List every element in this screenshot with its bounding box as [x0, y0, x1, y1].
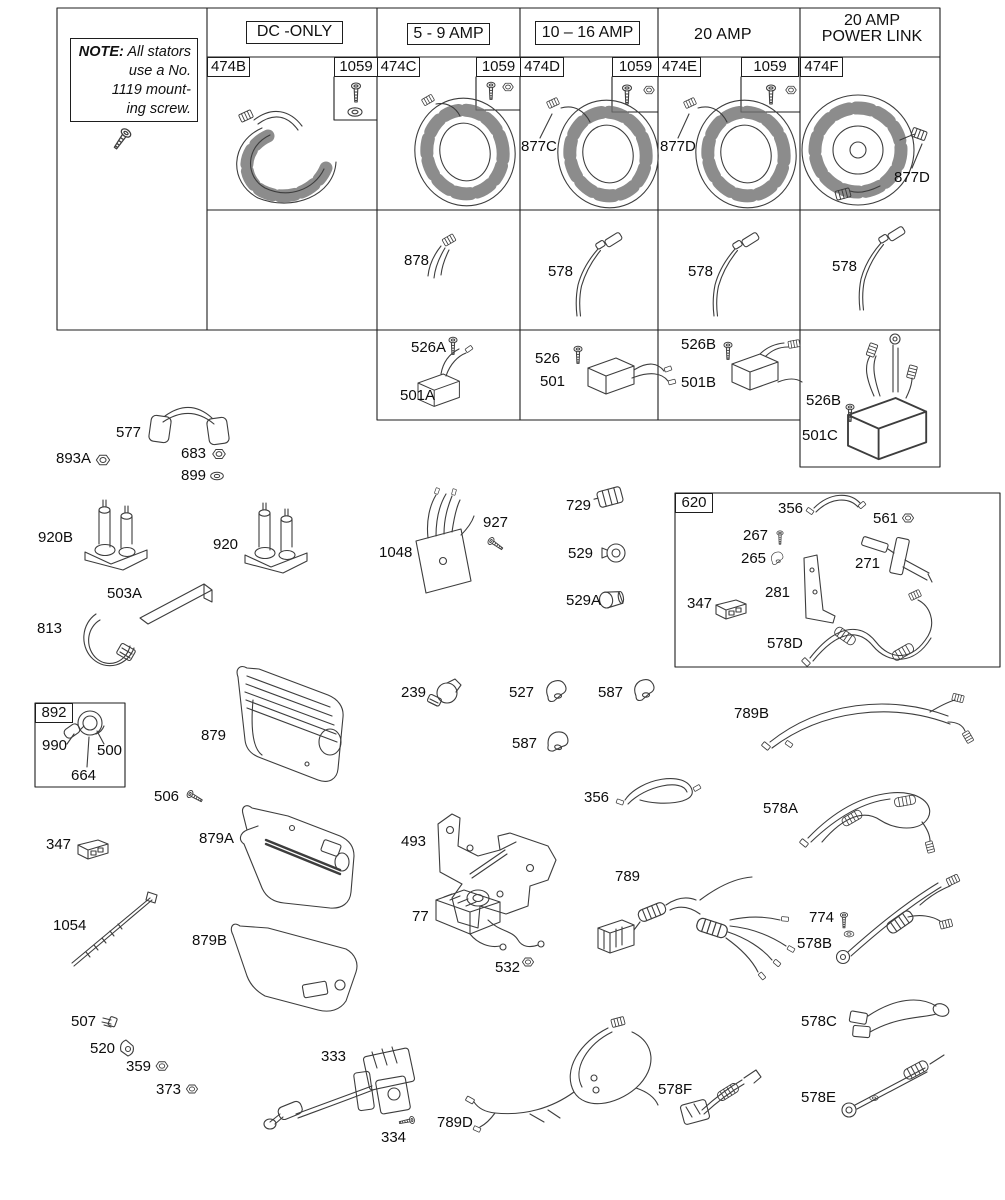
- part-label-501C: 501C: [802, 427, 838, 444]
- part-label-578D: 578D: [767, 635, 803, 652]
- part-label-474E: 474E: [658, 57, 701, 77]
- kit-620-box: [675, 493, 1000, 667]
- part-578C-harness-drawing: [849, 1000, 950, 1038]
- part-label-578-powerlink: 578: [832, 258, 858, 275]
- part-label-587-b: 587: [512, 735, 538, 752]
- part-label-664: 664: [71, 767, 97, 784]
- note-line-2: use a No.: [128, 62, 191, 79]
- part-347-left-switch-drawing: [78, 840, 108, 859]
- part-label-578-20: 578: [688, 263, 714, 280]
- part-label-877C: 877C: [521, 138, 557, 155]
- part-label-529: 529: [568, 545, 594, 562]
- part-label-578B: 578B: [797, 935, 833, 952]
- part-label-520: 520: [90, 1040, 116, 1057]
- part-927-screw-drawing: [487, 536, 505, 552]
- note-line-1: NOTE: All stators: [78, 44, 191, 60]
- part-label-1059-10-16: 1059: [612, 57, 659, 77]
- part-label-503A: 503A: [107, 585, 143, 602]
- part-label-333: 333: [321, 1048, 347, 1065]
- part-label-878: 878: [404, 252, 430, 269]
- part-label-879A: 879A: [199, 830, 235, 847]
- part-label-893A: 893A: [56, 450, 92, 467]
- part-578D-harness-drawing: [801, 589, 931, 666]
- part-578-wire-20-drawing: [713, 232, 760, 316]
- part-356-620-wire-drawing: [806, 495, 866, 514]
- part-529-grommet-drawing: [602, 544, 625, 562]
- part-683-nut-drawing: [213, 450, 226, 459]
- part-474D-stator-drawing: [540, 91, 668, 217]
- part-label-1059-20: 1059: [741, 57, 799, 77]
- part-474B-stator-drawing: [237, 110, 336, 203]
- part-578-wire-pl-drawing: [859, 226, 906, 310]
- part-label-507: 507: [71, 1013, 97, 1030]
- part-77-module-drawing: [436, 890, 544, 950]
- part-label-789D: 789D: [437, 1114, 473, 1131]
- part-label-578F: 578F: [658, 1081, 693, 1098]
- part-920-solenoid-drawing: [245, 503, 307, 573]
- part-label-774: 774: [809, 909, 835, 926]
- part-label-578A: 578A: [763, 800, 799, 817]
- part-1048-drawing: [416, 488, 474, 593]
- part-474E-stator-drawing: [678, 91, 806, 217]
- part-label-879: 879: [201, 727, 227, 744]
- part-899-nut-drawing: [211, 472, 224, 480]
- part-789-harness-drawing: [598, 877, 795, 980]
- part-label-356-mid: 356: [584, 789, 610, 806]
- note-line-4: ing screw.: [126, 100, 191, 117]
- column-header-20-amp-power-link: [810, 13, 934, 45]
- column-header-5-9-amp: 5 - 9 AMP: [407, 23, 490, 45]
- part-label-990: 990: [42, 737, 68, 754]
- column-header-10-16-amp: 10 – 16 AMP: [535, 21, 640, 45]
- part-label-1048: 1048: [379, 544, 413, 561]
- power-link-line-1: 20 AMP: [843, 12, 901, 29]
- part-label-271: 271: [855, 555, 881, 572]
- part-label-578E: 578E: [801, 1089, 837, 1106]
- power-link-line-2: POWER LINK: [821, 28, 923, 45]
- part-578A-harness-drawing: [799, 793, 934, 854]
- stator-note: [70, 38, 198, 122]
- part-label-474F: 474F: [800, 57, 843, 77]
- part-281-bracket-drawing: [804, 555, 835, 623]
- part-587-clip-a-drawing: [635, 680, 654, 701]
- part-334-screw-drawing: [399, 1116, 415, 1126]
- part-label-789: 789: [615, 868, 641, 885]
- part-label-877D-20amp: 877D: [660, 138, 696, 155]
- part-label-474D: 474D: [520, 57, 564, 77]
- part-507-clip-drawing: [102, 1016, 117, 1027]
- part-label-1054: 1054: [53, 917, 87, 934]
- part-561-nut-drawing: [902, 514, 913, 522]
- part-587-clip-b-drawing: [546, 729, 570, 754]
- part-577-drawing: [148, 407, 229, 445]
- part-label-1059-dc: 1059: [334, 57, 378, 77]
- part-label-267: 267: [743, 527, 769, 544]
- part-label-789B: 789B: [734, 705, 770, 722]
- part-578E-wire-drawing: [842, 1055, 944, 1117]
- part-label-899: 899: [181, 467, 207, 484]
- part-label-920: 920: [213, 536, 239, 553]
- part-529A-plug-drawing: [598, 589, 624, 609]
- kit-label-892: 892: [35, 703, 73, 723]
- part-label-500: 500: [97, 742, 123, 759]
- part-789B-harness-drawing: [761, 693, 973, 750]
- part-label-526: 526: [535, 350, 561, 367]
- part-893A-nut-drawing: [96, 455, 109, 465]
- part-label-526B-powerlink: 526B: [806, 392, 842, 409]
- part-356-mid-wire-drawing: [616, 779, 701, 806]
- part-474C-stator-drawing: [405, 89, 525, 215]
- part-label-527: 527: [509, 684, 535, 701]
- part-729-connector-drawing: [592, 486, 623, 509]
- part-label-265: 265: [741, 550, 767, 567]
- part-label-501: 501: [540, 373, 566, 390]
- part-359-nut-drawing: [156, 1062, 168, 1071]
- part-506-screw-drawing: [186, 789, 204, 804]
- part-label-877D-powerlink: 877D: [894, 169, 930, 186]
- part-label-239: 239: [401, 684, 427, 701]
- part-267-screw-drawing: [777, 531, 783, 544]
- part-label-526A: 526A: [411, 339, 447, 356]
- part-526B-501C-power-link-drawing: [846, 334, 926, 459]
- part-label-577: 577: [116, 424, 142, 441]
- part-503A-bracket-drawing: [140, 584, 212, 624]
- part-493-bracket-drawing: [438, 814, 556, 928]
- part-label-683: 683: [181, 445, 207, 462]
- part-526B-501B-drawing: [724, 340, 802, 390]
- part-1119-screw-drawing: [111, 127, 132, 151]
- part-label-501A: 501A: [400, 387, 436, 404]
- part-879-cover-drawing: [237, 667, 343, 782]
- part-879A-panel-drawing: [240, 806, 354, 908]
- part-label-879B: 879B: [192, 932, 228, 949]
- part-527-clip-drawing: [547, 681, 566, 702]
- part-474F-power-link-stator-drawing: [802, 95, 927, 205]
- part-920B-solenoid-drawing: [85, 500, 147, 570]
- part-label-587-a: 587: [598, 684, 624, 701]
- part-789D-harness-drawing: [465, 1016, 658, 1132]
- part-label-506: 506: [154, 788, 180, 805]
- part-label-561: 561: [873, 510, 899, 527]
- part-532-nut-drawing: [522, 958, 533, 966]
- part-label-474B: 474B: [207, 57, 250, 77]
- part-265-clip-drawing: [771, 552, 783, 565]
- part-label-927: 927: [483, 514, 509, 531]
- part-label-347-620: 347: [687, 595, 713, 612]
- part-label-77: 77: [412, 908, 429, 925]
- part-label-281: 281: [765, 584, 791, 601]
- part-label-920B: 920B: [38, 529, 74, 546]
- part-label-359: 359: [126, 1058, 152, 1075]
- part-label-729: 729: [566, 497, 592, 514]
- part-774-screw-drawing: [840, 913, 847, 928]
- part-label-532: 532: [495, 959, 521, 976]
- column-header-dc-only: DC -ONLY: [246, 21, 343, 44]
- part-label-813: 813: [37, 620, 63, 637]
- part-239-oil-switch-drawing: [427, 679, 461, 707]
- kit-label-620: 620: [675, 493, 713, 513]
- part-578B-harness-drawing: [837, 874, 961, 963]
- part-label-356-620: 356: [778, 500, 804, 517]
- part-label-474C: 474C: [377, 57, 420, 77]
- part-label-578-10-16: 578: [548, 263, 574, 280]
- part-347-620-switch-drawing: [716, 600, 746, 619]
- part-520-clip-drawing: [121, 1040, 134, 1056]
- part-373-nut-drawing: [186, 1085, 197, 1093]
- part-label-347-left: 347: [46, 836, 72, 853]
- part-label-526B: 526B: [681, 336, 717, 353]
- part-label-501B: 501B: [681, 374, 717, 391]
- part-526-501-drawing: [574, 346, 676, 394]
- note-line-3: 1119 mount-: [111, 81, 191, 98]
- note-prefix: NOTE:: [78, 44, 124, 60]
- part-878-drawing: [428, 234, 456, 278]
- part-label-493: 493: [401, 833, 427, 850]
- part-label-334: 334: [381, 1129, 407, 1146]
- part-578-wire-10-16-drawing: [576, 232, 623, 316]
- part-label-373: 373: [156, 1081, 182, 1098]
- column-header-20-amp: 20 AMP: [694, 26, 752, 43]
- part-813-clamp-drawing: [84, 614, 136, 666]
- part-label-578C: 578C: [801, 1013, 837, 1030]
- part-label-1059-5-9: 1059: [476, 57, 521, 77]
- part-879B-panel-drawing: [231, 924, 357, 1011]
- part-label-529A: 529A: [566, 592, 602, 609]
